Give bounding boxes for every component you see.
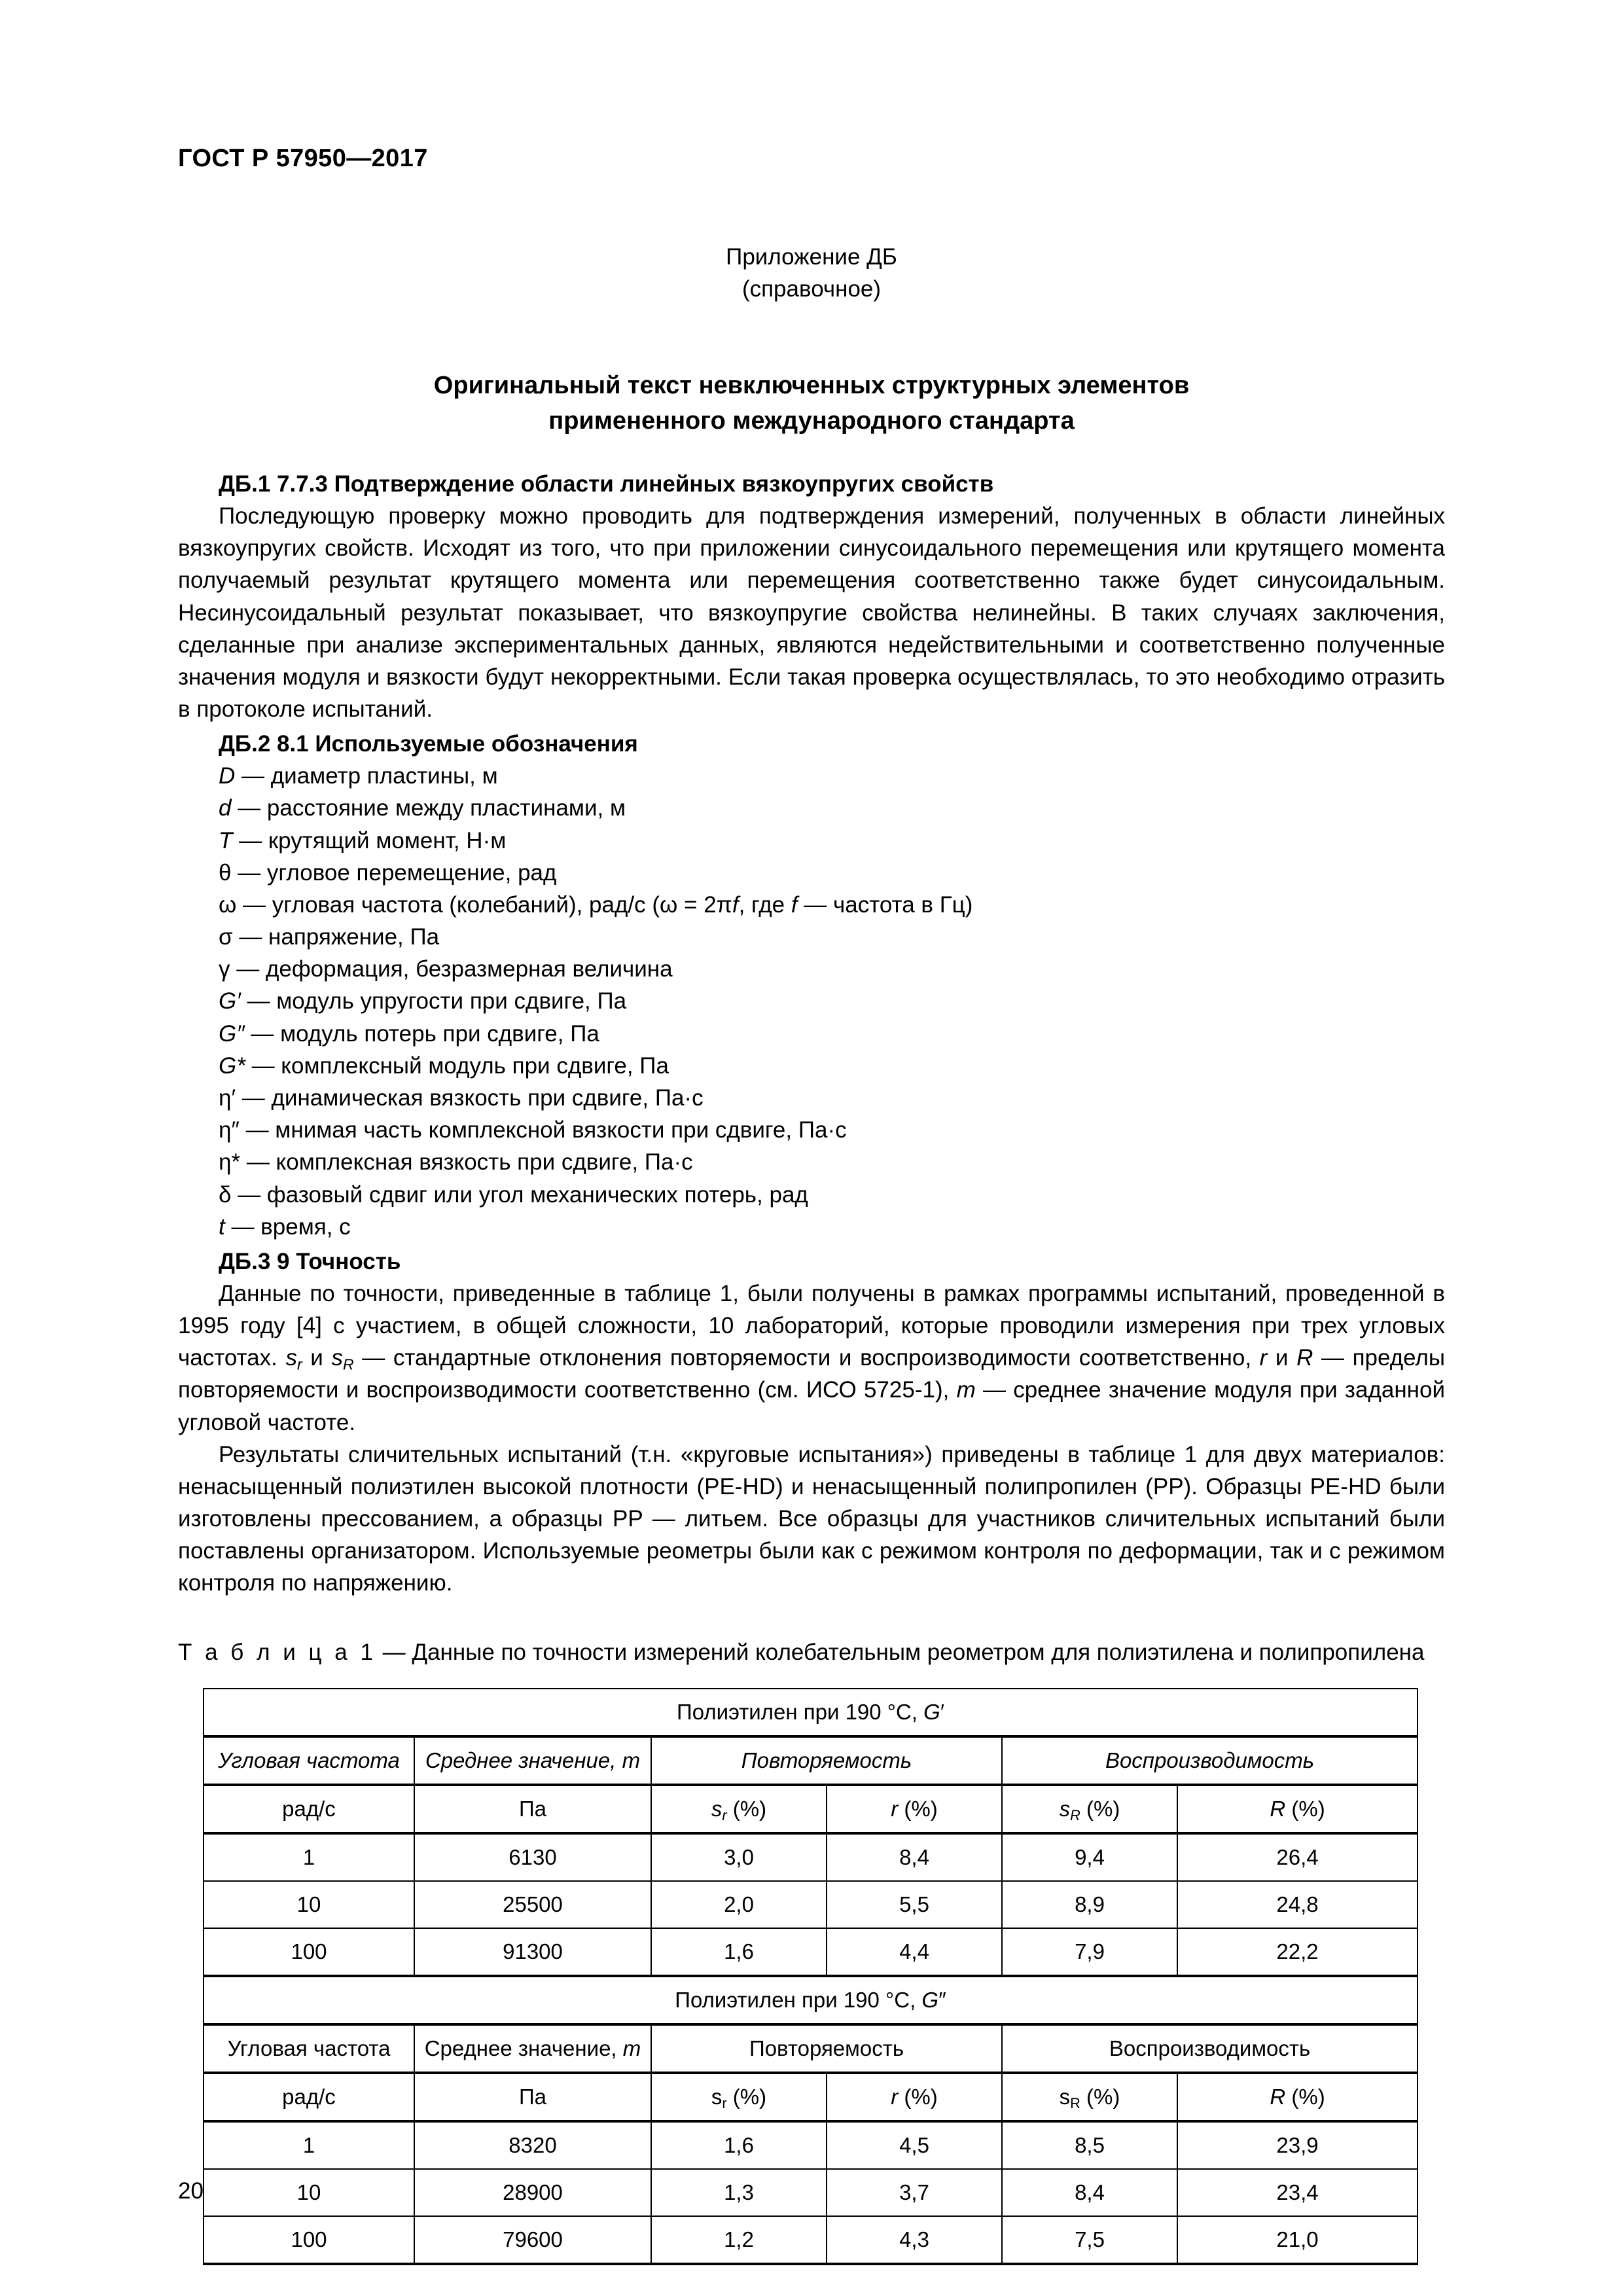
table-unit-header-cell: r (%)	[827, 1785, 1002, 1833]
table-unit-header-cell: $s_r$ (%)	[651, 1785, 827, 1833]
table-cell: 24,8	[1177, 1881, 1418, 1928]
table-group-header-cell: Воспроизводимость	[1002, 1736, 1418, 1785]
table-block-title-row	[204, 1689, 1418, 1736]
table-cell: 23,4	[1177, 2169, 1418, 2216]
table-cell: 1	[204, 1833, 414, 1881]
symbol-definition-item	[178, 1018, 1445, 1050]
table-cell: 1,3	[651, 2169, 827, 2216]
table-unit-header-cell: $s_R$ (%)	[1002, 1785, 1177, 1833]
symbol-description: — время, с	[224, 1213, 351, 1240]
symbol-glyph: θ	[219, 859, 232, 886]
table-caption-text: — Данные по точности измерений колебательным реометром для полиэтилена и полипропилена	[376, 1639, 1425, 1665]
symbol-definition-item	[178, 1114, 1445, 1146]
table-cell: 4,3	[827, 2216, 1002, 2264]
table-row	[204, 2121, 1418, 2169]
symbol-description: — диаметр пластины, м	[235, 763, 498, 789]
table-cell: 9,4	[1002, 1833, 1177, 1881]
table-cell: 8,4	[1002, 2169, 1177, 2216]
table-cell: 1	[204, 2121, 414, 2169]
table-group-header-row	[204, 1736, 1418, 1785]
symbol-definition-item	[178, 921, 1445, 953]
table-cell: 100	[204, 2216, 414, 2264]
symbol-glyph: G′	[219, 988, 241, 1014]
table-cell: 2,0	[651, 1881, 827, 1928]
section-heading-db1: ДБ.1 7.7.3 Подтверждение области линейных вязкоупругих свойств	[219, 471, 994, 497]
symbol-definition-item	[178, 1211, 1445, 1243]
section-heading-db3: ДБ.3 9 Точность	[219, 1248, 401, 1274]
symbol-definition-item	[178, 760, 1445, 792]
section-paragraph-db3-2: Результаты сличительных испытаний (т.н. «круговые испытания») приведены в таблице 1 для двух материалов: ненасыщенный полиэтилен высокой плотности (PE-HD) и ненасыщенный полипропилен (PP). Образцы PE-HD были изготовлены прессованием, а образцы PP — литьем. Все образцы для участников сличительных испытаний были поставлены организатором. Используемые реометры были как с режимом контроля по деформации, так и с режимом контроля по напряжению.	[178, 1441, 1445, 1596]
symbol-definition-item	[178, 857, 1445, 889]
symbol-glyph: T	[219, 827, 233, 853]
table-cell: 1,2	[651, 2216, 827, 2264]
symbol-definition-item	[178, 889, 1445, 921]
section-paragraph-db1: Последующую проверку можно проводить для подтверждения измерений, полученных в области линейных вязкоупругих свойств. Исходят из того, что при приложении синусоидального перемещения или крутящего момента получаемый результат крутящего момента или перемещения соответственно также будет синусоидальным. Несинусоидальный результат показывает, что вязкоупругие свойства нелинейны. В таких случаях заключения, сделанные при анализе экспериментальных данных, являются недействительными и соответственно полученные значения модуля и вязкости будут некорректными. Если такая проверка осуществлялась, то это необходимо отразить в протоколе испытаний.	[178, 503, 1445, 723]
table-cell: 23,9	[1177, 2121, 1418, 2169]
table-group-header-cell: Среднее значение, m	[414, 1736, 651, 1785]
symbol-description: — расстояние между пластинами, м	[231, 795, 626, 821]
table-unit-header-row	[204, 2073, 1418, 2121]
table-block-title-row	[204, 1976, 1418, 2024]
symbol-glyph: ω	[219, 891, 237, 918]
symbol-glyph: δ	[219, 1181, 232, 1208]
symbol-definition-item	[178, 985, 1445, 1017]
table-group-header-row	[204, 2024, 1418, 2073]
table-block-title: Полиэтилен при 190 °C, G′	[204, 1689, 1418, 1736]
table-unit-header-cell: Па	[414, 1785, 651, 1833]
table-unit-header-cell: рад/с	[204, 2073, 414, 2121]
table-group-header-cell: Среднее значение, m	[414, 2024, 651, 2073]
table-row	[204, 1833, 1418, 1881]
symbol-description: — мнимая часть комплексной вязкости при сдвиге, Па·с	[239, 1117, 847, 1143]
table-cell: 26,4	[1177, 1833, 1418, 1881]
table-group-header-cell: Воспроизводимость	[1002, 2024, 1418, 2073]
table-cell: 3,7	[827, 2169, 1002, 2216]
table-cell: 8,5	[1002, 2121, 1177, 2169]
table-cell: 4,4	[827, 1928, 1002, 1976]
table-unit-header-cell: Па	[414, 2073, 651, 2121]
table-cell: 6130	[414, 1833, 651, 1881]
symbol-description: — комплексная вязкость при сдвиге, Па·с	[240, 1149, 693, 1175]
table-group-header-cell: Повторяемость	[651, 1736, 1002, 1785]
table-cell: 91300	[414, 1928, 651, 1976]
table-cell: 22,2	[1177, 1928, 1418, 1976]
table-unit-header-cell: R (%)	[1177, 1785, 1418, 1833]
table-cell: 1,6	[651, 2121, 827, 2169]
symbol-glyph: d	[219, 795, 232, 821]
symbol-description: — деформация, безразмерная величина	[230, 956, 673, 982]
table-group-header-cell: Угловая частота	[204, 2024, 414, 2073]
table-block-title: Полиэтилен при 190 °C, G″	[204, 1976, 1418, 2024]
table-cell: 28900	[414, 2169, 651, 2216]
symbol-glyph: D	[219, 763, 236, 789]
table-cell: 8,9	[1002, 1881, 1177, 1928]
symbol-definition-item	[178, 953, 1445, 985]
table-unit-header-cell: $s_R$ (%)	[1002, 2073, 1177, 2121]
symbol-description: — модуль упругости при сдвиге, Па	[240, 988, 627, 1014]
table-row	[204, 1881, 1418, 1928]
symbol-description: — угловое перемещение, рад	[231, 859, 557, 886]
table-row	[204, 1928, 1418, 1976]
table-cell: 100	[204, 1928, 414, 1976]
symbol-description: — комплексный модуль при сдвиге, Па	[245, 1052, 669, 1079]
table-unit-header-cell: R (%)	[1177, 2073, 1418, 2121]
precision-table-body	[204, 1689, 1418, 2264]
symbol-description: — крутящий момент, Н·м	[232, 827, 507, 853]
table-cell: 25500	[414, 1881, 651, 1928]
symbol-description: — угловая частота (колебаний), рад/с (ω = 2πf, где f — частота в Гц)	[236, 891, 973, 918]
symbol-description: — модуль потерь при сдвиге, Па	[244, 1020, 599, 1047]
appendix-title-line2: примененного международного стандарта	[548, 407, 1075, 435]
symbol-glyph: η″	[219, 1117, 240, 1143]
table-cell: 8320	[414, 2121, 651, 2169]
symbol-glyph: t	[219, 1213, 225, 1240]
table-unit-header-row	[204, 1785, 1418, 1833]
symbol-definition-item	[178, 1146, 1445, 1178]
table-cell: 7,5	[1002, 2216, 1177, 2264]
table-row	[204, 2216, 1418, 2264]
symbol-glyph: η′	[219, 1085, 236, 1111]
symbol-description: — динамическая вязкость при сдвиге, Па·с	[236, 1085, 704, 1111]
table-cell: 7,9	[1002, 1928, 1177, 1976]
table-cell: 79600	[414, 2216, 651, 2264]
precision-data-table	[203, 1688, 1418, 2265]
symbol-definition-item	[178, 825, 1445, 857]
symbol-definition-item	[178, 1179, 1445, 1211]
symbol-glyph: G″	[219, 1020, 245, 1047]
table-caption	[178, 1636, 1445, 1668]
table-caption-label: Т а б л и ц а 1	[178, 1639, 376, 1665]
table-cell: 1,6	[651, 1928, 827, 1976]
table-unit-header-cell: рад/с	[204, 1785, 414, 1833]
appendix-kind: (справочное)	[741, 276, 882, 302]
table-row	[204, 2169, 1418, 2216]
running-header-standard-id: ГОСТ Р 57950—2017	[178, 145, 428, 172]
table-group-header-cell: Угловая частота	[204, 1736, 414, 1785]
appendix-heading-block	[178, 241, 1445, 306]
table-unit-header-cell: r (%)	[827, 2073, 1002, 2121]
table-cell: 4,5	[827, 2121, 1002, 2169]
table-unit-header-cell: $s_r$ (%)	[651, 2073, 827, 2121]
symbol-definition-item	[178, 1050, 1445, 1082]
page-number: 20	[178, 2178, 204, 2204]
table-cell: 8,4	[827, 1833, 1002, 1881]
appendix-title-line1: Оригинальный текст невключенных структурных элементов	[433, 372, 1190, 400]
symbol-glyph: η*	[219, 1149, 241, 1175]
table-cell: 5,5	[827, 1881, 1002, 1928]
table-group-header-cell: Повторяемость	[651, 2024, 1002, 2073]
symbol-definition-list	[178, 760, 1445, 1243]
symbol-glyph: σ	[219, 924, 233, 950]
section-heading-db2: ДБ.2 8.1 Используемые обозначения	[219, 731, 638, 757]
symbol-description: — фазовый сдвиг или угол механических потерь, рад	[231, 1181, 808, 1208]
section-paragraph-db3-1: Данные по точности, приведенные в таблице 1, были получены в рамках программы испытаний, проведенной в 1995 году [4] с участием, в общей сложности, 10 лабораторий, которые проводили измерения при трех угловых частотах. $s_r$ и $s_R$ — стандартные отклонения повторяемости и воспроизводимости соответственно, r и R — пределы повторяемости и воспроизводимости соответственно (см. ИСО 5725-1), m — среднее значение модуля при заданной угловой частоте.	[178, 1280, 1445, 1435]
symbol-glyph: γ	[219, 956, 230, 982]
symbol-definition-item	[178, 792, 1445, 824]
table-cell: 21,0	[1177, 2216, 1418, 2264]
symbol-description: — напряжение, Па	[232, 924, 440, 950]
symbol-definition-item	[178, 1082, 1445, 1114]
table-cell: 10	[204, 2169, 414, 2216]
appendix-name: Приложение ДБ	[726, 243, 897, 270]
appendix-title	[178, 368, 1445, 439]
symbol-glyph: G*	[219, 1052, 245, 1079]
table-cell: 3,0	[651, 1833, 827, 1881]
table-cell: 10	[204, 1881, 414, 1928]
